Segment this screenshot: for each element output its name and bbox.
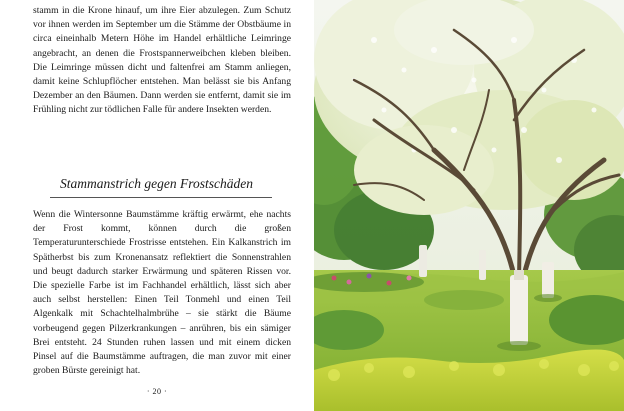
orchard-photo-illustration (314, 0, 624, 411)
heading-underline (50, 197, 272, 198)
section-heading: Stammanstrich gegen Frostschäden (60, 176, 253, 191)
body-paragraph: stamm in die Krone hinauf, um ihre Eier abzulegen. Zum Schutz vor ihnen werden im September um die Stämme der Obstbäume in circa eineinhalb Metern Höhe im Handel erhältliche Leimringe angebracht, an denen die Frostspannerweibchen kleben bleiben. Die Leimringe müssen dicht und faltenfrei am Stamm anliegen, damit keine Schlupflöcher entstehen. Man belässt sie bis Anfang Dezember an den Bäumen. Dann werden sie entfernt, damit sie im Frühling nicht zur tödlichen Falle für andere Insekten werden. (33, 5, 291, 116)
orchard-photo (314, 0, 624, 411)
page-number: · 20 · (146, 387, 168, 396)
body-paragraph: Wenn die Wintersonne Baumstämme kräftig erwärmt, ehe nachts der Frost kommt, können durch die großen Temperaturunterschiede Frostrisse entstehen. Ein Kalkanstrich im Spätherbst bis zum Kronenansatz reflektiert die Sonnenstrahlen und beugt dadurch starker Erwärmung und späteren Rissen vor. Die spezielle Farbe ist im Fachhandel erhältlich, lässt sich aber auch selbst herstellen: Einen Teil Tonmehl und einen Teil Algenkalk mit Schachtelhalmbrühe – sie stärkt die Bäume vorbeugend gegen Pilzerkrankungen – anrühren, bis ein sämiger Brei entsteht. 24 Stunden ruhen lassen und mit einem dicken Pinsel auf die Baumstämme auftragen, die man zuvor mit einer groben Bürste gereinigt hat. (33, 209, 291, 377)
